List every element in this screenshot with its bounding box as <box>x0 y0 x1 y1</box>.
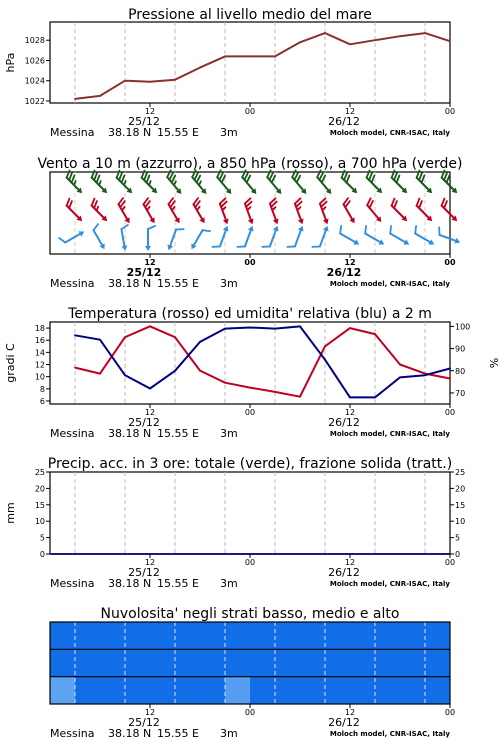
location-lon: 15.55 E <box>157 277 199 290</box>
humidity-line-point <box>149 388 151 390</box>
chart-title: Nuvolosita' negli strati basso, medio e alto <box>100 606 400 622</box>
barb-head <box>149 217 157 224</box>
temperature-line-point <box>124 336 126 338</box>
cloud-cell <box>250 677 275 705</box>
cloud-cell <box>300 622 325 650</box>
y-axis-label: hPa <box>4 52 17 73</box>
y-tick-label: 20 <box>34 484 45 494</box>
cloud-cell <box>375 649 400 677</box>
barb-feather <box>413 226 419 234</box>
date-label: 26/12 <box>328 566 360 579</box>
location-name: Messina <box>50 126 95 139</box>
humidity-line-point <box>174 370 176 372</box>
wind-barb <box>339 198 360 225</box>
pressure-line-point <box>274 56 276 58</box>
temperature-line-point <box>99 373 101 375</box>
barb-head <box>223 218 230 225</box>
barb-half-feather <box>73 181 77 185</box>
location-lat: 38.18 N <box>108 126 152 139</box>
y-tick-label: 5 <box>39 533 45 543</box>
barb-staff <box>194 230 203 246</box>
humidity-line-point <box>274 328 276 330</box>
y-axis-label: mm <box>4 502 17 524</box>
x-tick-label: 12 <box>344 408 356 417</box>
temperature-line-point <box>74 367 76 369</box>
wind-barb <box>216 198 234 225</box>
credit: Moloch model, CNR-ISAC, Italy <box>329 730 450 738</box>
cloud-cell <box>425 622 450 650</box>
x-tick-label: 12 <box>344 708 356 717</box>
barb-head <box>298 225 305 232</box>
humidity-line-point <box>449 368 451 370</box>
x-tick-label: 00 <box>444 558 456 567</box>
barb-head <box>323 225 330 232</box>
x-tick-label: 12 <box>344 558 356 567</box>
humidity-line-point <box>399 377 401 379</box>
date-label: 26/12 <box>326 266 362 279</box>
humidity-line <box>75 326 450 397</box>
barb-feather <box>338 226 344 234</box>
wind-barb <box>387 199 412 224</box>
wind-barb <box>288 170 312 196</box>
cloud-cell <box>425 677 450 705</box>
y-tick-label-right: 0 <box>455 550 461 559</box>
y-tick-label-right: 80 <box>455 366 466 376</box>
x-tick-label: 00 <box>444 708 456 717</box>
cloud-cell <box>75 649 100 677</box>
location-lon: 15.55 E <box>157 577 199 590</box>
pressure-line-point <box>449 40 451 42</box>
barb-staff <box>295 230 301 247</box>
y-tick-label-right: 5 <box>455 533 461 543</box>
y-tick-label-right: 25 <box>455 468 466 477</box>
barb-staff <box>340 234 356 243</box>
cloud-cell <box>50 622 75 650</box>
barb-feather <box>388 226 394 234</box>
wind-barb <box>164 198 185 225</box>
wind-barb <box>237 223 255 250</box>
pressure-line-point <box>424 32 426 34</box>
cloud-cell <box>100 677 125 705</box>
y-tick-label: 10 <box>34 372 45 382</box>
chart-title: Pressione al livello medio del mare <box>128 7 372 23</box>
y-tick-label-right: 20 <box>455 484 466 494</box>
cloud-cell <box>250 649 275 677</box>
barb-head <box>248 218 255 225</box>
panel-3 <box>4 306 500 440</box>
y-tick-label: 25 <box>34 468 45 477</box>
x-tick-label: 00 <box>244 558 256 567</box>
y-tick-label: 8 <box>39 384 45 394</box>
y-tick-label: 1024 <box>24 76 45 86</box>
humidity-line-point <box>99 339 101 341</box>
y-tick-label: 18 <box>34 324 45 334</box>
cloud-cell <box>150 622 175 650</box>
barb-head <box>273 225 280 232</box>
panel-1 <box>4 7 455 139</box>
cloud-cell <box>300 677 325 705</box>
cloud-cell <box>175 677 200 705</box>
barb-staff <box>365 234 381 243</box>
barb-staff <box>94 230 103 246</box>
pressure-line-point <box>249 56 251 58</box>
x-tick-label: 00 <box>444 258 456 267</box>
barb-half-feather <box>123 181 127 185</box>
cloud-cell <box>200 622 225 650</box>
location-lat: 38.18 N <box>108 277 152 290</box>
panel-2 <box>37 156 462 290</box>
y-axis-label: gradi C <box>4 343 17 383</box>
wind-barb <box>238 170 262 196</box>
humidity-line-point <box>224 328 226 330</box>
wind-barb <box>87 199 112 224</box>
barb-staff <box>121 229 124 247</box>
wind-barb <box>137 171 162 196</box>
barb-feather <box>363 226 369 234</box>
x-tick-label: 12 <box>144 558 156 567</box>
barb-staff <box>415 234 431 243</box>
y-axis-label-right: % <box>487 357 500 369</box>
date-label: 26/12 <box>328 115 360 128</box>
chart-title: Temperatura (rosso) ed umidita' relativa (blu) a 2 m <box>68 306 432 322</box>
y-tick-label: 10 <box>34 517 45 527</box>
plot-frame <box>50 472 450 554</box>
y-tick-label-right: 10 <box>455 517 466 527</box>
cloud-cell <box>400 622 425 650</box>
wind-barb <box>291 198 309 225</box>
cloud-cell <box>250 622 275 650</box>
wind-barb <box>316 198 334 225</box>
y-tick-label-right: 90 <box>455 344 466 354</box>
cloud-cell <box>400 677 425 705</box>
barb-head <box>349 217 357 224</box>
barb-head <box>273 218 280 225</box>
location-elev: 3m <box>220 727 238 740</box>
barb-head <box>124 217 132 224</box>
temperature-line-point <box>224 382 226 384</box>
barb-head <box>403 239 410 247</box>
wind-barb <box>189 198 210 225</box>
wind-barb <box>411 226 438 247</box>
barb-head <box>78 229 85 237</box>
wind-barb <box>361 226 388 247</box>
cloud-cell <box>200 677 225 705</box>
humidity-line-point <box>324 359 326 361</box>
barb-feather <box>312 244 320 249</box>
credit: Moloch model, CNR-ISAC, Italy <box>329 580 450 588</box>
temperature-line-point <box>249 387 251 389</box>
pressure-line-point <box>224 56 226 58</box>
cloud-cell <box>350 677 375 705</box>
date-label: 26/12 <box>328 416 360 429</box>
cloud-cell <box>150 677 175 705</box>
cloud-cell <box>50 677 75 705</box>
location-lat: 38.18 N <box>108 427 152 440</box>
barb-head <box>323 218 330 225</box>
pressure-line-point <box>174 79 176 81</box>
cloud-cell <box>200 649 225 677</box>
barb-staff <box>440 235 457 241</box>
date-label: 25/12 <box>128 115 160 128</box>
wind-barb <box>59 225 86 246</box>
wind-barb <box>287 223 305 250</box>
pressure-line-point <box>374 39 376 41</box>
cloud-cell <box>125 622 150 650</box>
barb-half-feather <box>95 207 99 211</box>
temperature-line-point <box>174 336 176 338</box>
wind-barb <box>436 227 463 245</box>
wind-barb <box>386 226 413 247</box>
barb-head <box>199 217 207 224</box>
credit: Moloch model, CNR-ISAC, Italy <box>329 430 450 438</box>
x-tick-label: 00 <box>244 258 256 267</box>
y-tick-label: 1028 <box>24 36 45 46</box>
cloud-cell <box>100 622 125 650</box>
temperature-line-point <box>399 364 401 366</box>
wind-barb <box>336 226 363 247</box>
temperature-line-point <box>374 333 376 335</box>
barb-head <box>248 225 255 232</box>
humidity-line-point <box>349 396 351 398</box>
cloud-cell <box>325 649 350 677</box>
temperature-line-point <box>199 370 201 372</box>
plot-frame <box>50 172 450 254</box>
location-lat: 38.18 N <box>108 577 152 590</box>
x-tick-label: 12 <box>144 258 156 267</box>
y-tick-label-right: 70 <box>455 388 466 398</box>
temperature-line-point <box>324 345 326 347</box>
pressure-line-point <box>399 35 401 37</box>
date-label: 25/12 <box>126 266 162 279</box>
barb-head <box>298 218 305 225</box>
barb-staff <box>65 234 81 243</box>
y-tick-label: 1022 <box>24 96 45 106</box>
x-tick-label: 00 <box>444 107 456 116</box>
chart-title: Vento a 10 m (azzurro), a 850 hPa (rosso), a 700 hPa (verde) <box>37 156 463 172</box>
humidity-line-point <box>299 326 301 328</box>
barb-feather <box>203 228 211 234</box>
wind-barb <box>262 223 280 250</box>
cloud-cell <box>75 622 100 650</box>
location-elev: 3m <box>220 126 238 139</box>
x-tick-label: 12 <box>344 258 356 267</box>
y-tick-label: 16 <box>34 336 45 346</box>
temperature-line-point <box>349 327 351 329</box>
panel-5 <box>50 606 455 740</box>
wind-barb <box>145 226 155 251</box>
x-tick-label: 00 <box>244 708 256 717</box>
barb-feather <box>59 236 65 244</box>
barb-head <box>223 225 230 232</box>
y-tick-label-right: 15 <box>455 500 466 510</box>
cloud-cell <box>125 677 150 705</box>
credit: Moloch model, CNR-ISAC, Italy <box>329 280 450 288</box>
x-tick-label: 00 <box>444 408 456 417</box>
credit: Moloch model, CNR-ISAC, Italy <box>329 129 450 137</box>
barb-head <box>174 217 182 224</box>
wind-barb <box>241 198 259 225</box>
x-tick-label: 12 <box>344 107 356 116</box>
barb-staff <box>390 234 406 243</box>
date-label: 26/12 <box>328 716 360 729</box>
plot-frame <box>50 322 450 404</box>
y-tick-label: 6 <box>39 396 45 406</box>
barb-head <box>353 239 360 247</box>
location-lat: 38.18 N <box>108 727 152 740</box>
panel-4 <box>4 456 465 590</box>
barb-feather <box>262 244 270 249</box>
location-elev: 3m <box>220 277 238 290</box>
pressure-line-point <box>299 41 301 43</box>
wind-barb <box>312 223 330 250</box>
humidity-line-point <box>249 327 251 329</box>
barb-head <box>99 243 107 250</box>
pressure-line-point <box>349 43 351 45</box>
humidity-line-point <box>74 334 76 336</box>
location-lon: 15.55 E <box>157 126 199 139</box>
cloud-cell <box>225 677 250 705</box>
wind-barb <box>139 198 160 225</box>
cloud-cell <box>175 622 200 650</box>
barb-feather <box>176 227 184 232</box>
cloud-cell <box>225 622 250 650</box>
location-name: Messina <box>50 277 95 290</box>
location-elev: 3m <box>220 427 238 440</box>
x-tick-label: 00 <box>244 408 256 417</box>
barb-feather <box>237 244 245 249</box>
cloud-cell <box>350 649 375 677</box>
barb-feather <box>92 224 100 230</box>
wind-barb <box>212 223 230 250</box>
cloud-cell <box>275 677 300 705</box>
x-tick-label: 12 <box>144 107 156 116</box>
y-tick-label: 14 <box>34 348 45 358</box>
barb-staff <box>245 230 251 247</box>
barb-head <box>189 243 197 250</box>
temperature-line-point <box>449 378 451 380</box>
wind-barb <box>189 226 210 253</box>
temperature-line-point <box>149 325 151 327</box>
date-label: 25/12 <box>128 716 160 729</box>
location-name: Messina <box>50 727 95 740</box>
barb-half-feather <box>98 181 102 185</box>
cloud-cell <box>225 649 250 677</box>
temperature-line-point <box>274 391 276 393</box>
wind-barb <box>387 171 412 196</box>
pressure-line-point <box>199 67 201 69</box>
date-label: 25/12 <box>128 416 160 429</box>
chart-title: Precip. acc. in 3 ore: totale (verde), frazione solida (tratt.) <box>47 456 453 472</box>
y-tick-label-right: 100 <box>455 322 471 332</box>
wind-barb <box>266 198 284 225</box>
x-tick-label: 12 <box>144 708 156 717</box>
temperature-line <box>75 326 450 396</box>
barb-feather <box>148 226 155 229</box>
x-tick-label: 12 <box>144 408 156 417</box>
cloud-cell <box>150 649 175 677</box>
humidity-line-point <box>424 374 426 376</box>
cloud-cell <box>275 649 300 677</box>
cloud-cell <box>100 649 125 677</box>
barb-head <box>166 244 173 251</box>
cloud-cell <box>400 649 425 677</box>
location-lon: 15.55 E <box>157 427 199 440</box>
barb-feather <box>287 244 295 249</box>
barb-head <box>378 239 385 247</box>
humidity-line-point <box>199 341 201 343</box>
cloud-cell <box>125 649 150 677</box>
cloud-cell <box>325 677 350 705</box>
temperature-line-point <box>299 396 301 398</box>
x-tick-label: 00 <box>244 107 256 116</box>
y-tick-label: 1026 <box>24 56 45 66</box>
wind-barb <box>337 171 362 196</box>
cloud-cell <box>325 622 350 650</box>
pressure-line <box>75 33 450 99</box>
barb-half-feather <box>148 181 152 185</box>
pressure-line-point <box>99 95 101 97</box>
cloud-cell <box>350 622 375 650</box>
cloud-cell <box>300 649 325 677</box>
cloud-cell <box>425 649 450 677</box>
cloud-cell <box>375 677 400 705</box>
barb-feather <box>437 227 442 235</box>
cloud-cell <box>50 649 75 677</box>
humidity-line-point <box>124 374 126 376</box>
y-tick-label: 12 <box>34 360 45 370</box>
location-lon: 15.55 E <box>157 727 199 740</box>
location-name: Messina <box>50 427 95 440</box>
pressure-line-point <box>149 81 151 83</box>
location-name: Messina <box>50 577 95 590</box>
pressure-line-point <box>74 98 76 100</box>
cloud-cell <box>375 622 400 650</box>
humidity-line-point <box>374 396 376 398</box>
cloud-cell <box>75 677 100 705</box>
wind-barb <box>114 198 135 225</box>
wind-barb <box>87 171 112 196</box>
wind-barb <box>89 224 110 251</box>
date-label: 25/12 <box>128 566 160 579</box>
pressure-line-point <box>324 32 326 34</box>
barb-head <box>454 238 461 245</box>
barb-head <box>428 239 435 247</box>
y-tick-label: 15 <box>34 500 45 510</box>
pressure-line-point <box>124 80 126 82</box>
y-tick-label: 0 <box>39 550 45 559</box>
cloud-cell <box>275 622 300 650</box>
cloud-cell <box>175 649 200 677</box>
barb-head <box>145 246 151 251</box>
wind-barb <box>188 170 212 196</box>
barb-feather <box>212 244 220 249</box>
location-elev: 3m <box>220 577 238 590</box>
